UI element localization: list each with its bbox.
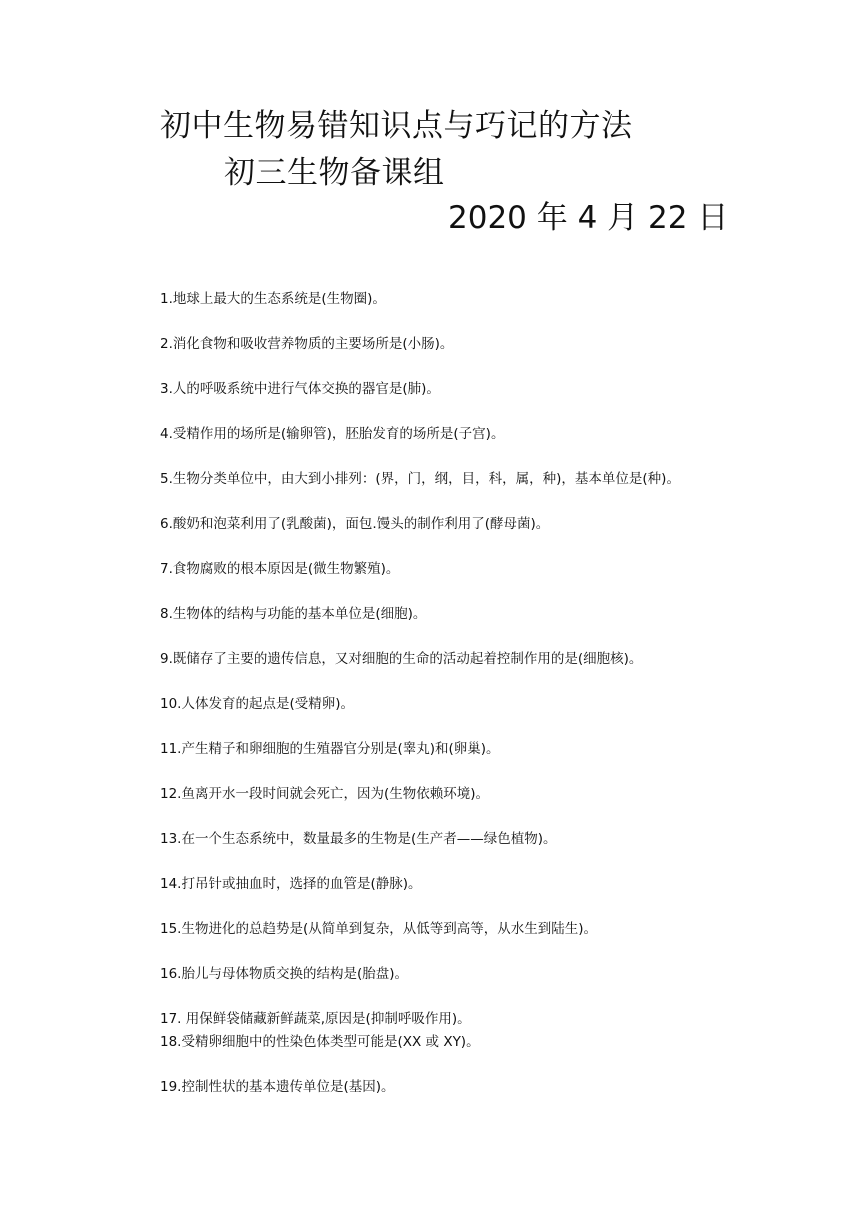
list-item: 12.鱼离开水一段时间就会死亡，因为(生物依赖环境)。 xyxy=(160,786,490,802)
list-item: 17. 用保鲜袋储藏新鲜蔬菜,原因是(抑制呼吸作用)。 xyxy=(160,1011,471,1027)
list-item: 19.控制性状的基本遗传单位是(基因)。 xyxy=(160,1079,395,1095)
document-title: 初中生物易错知识点与巧记的方法 xyxy=(160,108,633,144)
list-item: 2.消化食物和吸收营养物质的主要场所是(小肠)。 xyxy=(160,336,454,352)
list-item: 9.既储存了主要的遗传信息，又对细胞的生命的活动起着控制作用的是(细胞核)。 xyxy=(160,651,643,667)
list-item: 6.酸奶和泡菜利用了(乳酸菌)，面包.馒头的制作利用了(酵母菌)。 xyxy=(160,516,550,532)
list-item: 5.生物分类单位中，由大到小排列：(界，门，纲，目，科，属，种)，基本单位是(种)。 xyxy=(160,471,680,487)
list-item: 8.生物体的结构与功能的基本单位是(细胞)。 xyxy=(160,606,427,622)
list-item: 16.胎儿与母体物质交换的结构是(胎盘)。 xyxy=(160,966,409,982)
list-item: 7.食物腐败的根本原因是(微生物繁殖)。 xyxy=(160,561,400,577)
list-item: 18.受精卵细胞中的性染色体类型可能是(XX 或 XY)。 xyxy=(160,1034,480,1050)
list-item: 3.人的呼吸系统中进行气体交换的器官是(肺)。 xyxy=(160,381,440,397)
list-item: 13.在一个生态系统中，数量最多的生物是(生产者——绿色植物)。 xyxy=(160,831,557,847)
document-subtitle: 初三生物备课组 xyxy=(224,155,445,191)
list-item: 1.地球上最大的生态系统是(生物圈)。 xyxy=(160,291,386,307)
knowledge-list xyxy=(160,289,800,1122)
document-date: 2020 年 4 月 22 日 xyxy=(448,200,729,236)
list-item: 14.打吊针或抽血时，选择的血管是(静脉)。 xyxy=(160,876,422,892)
list-item: 11.产生精子和卵细胞的生殖器官分别是(睾丸)和(卵巢)。 xyxy=(160,741,500,757)
list-item: 10.人体发育的起点是(受精卵)。 xyxy=(160,696,355,712)
list-item: 4.受精作用的场所是(输卵管)，胚胎发育的场所是(子宫)。 xyxy=(160,426,505,442)
list-item: 15.生物进化的总趋势是(从简单到复杂，从低等到高等，从水生到陆生)。 xyxy=(160,921,598,937)
